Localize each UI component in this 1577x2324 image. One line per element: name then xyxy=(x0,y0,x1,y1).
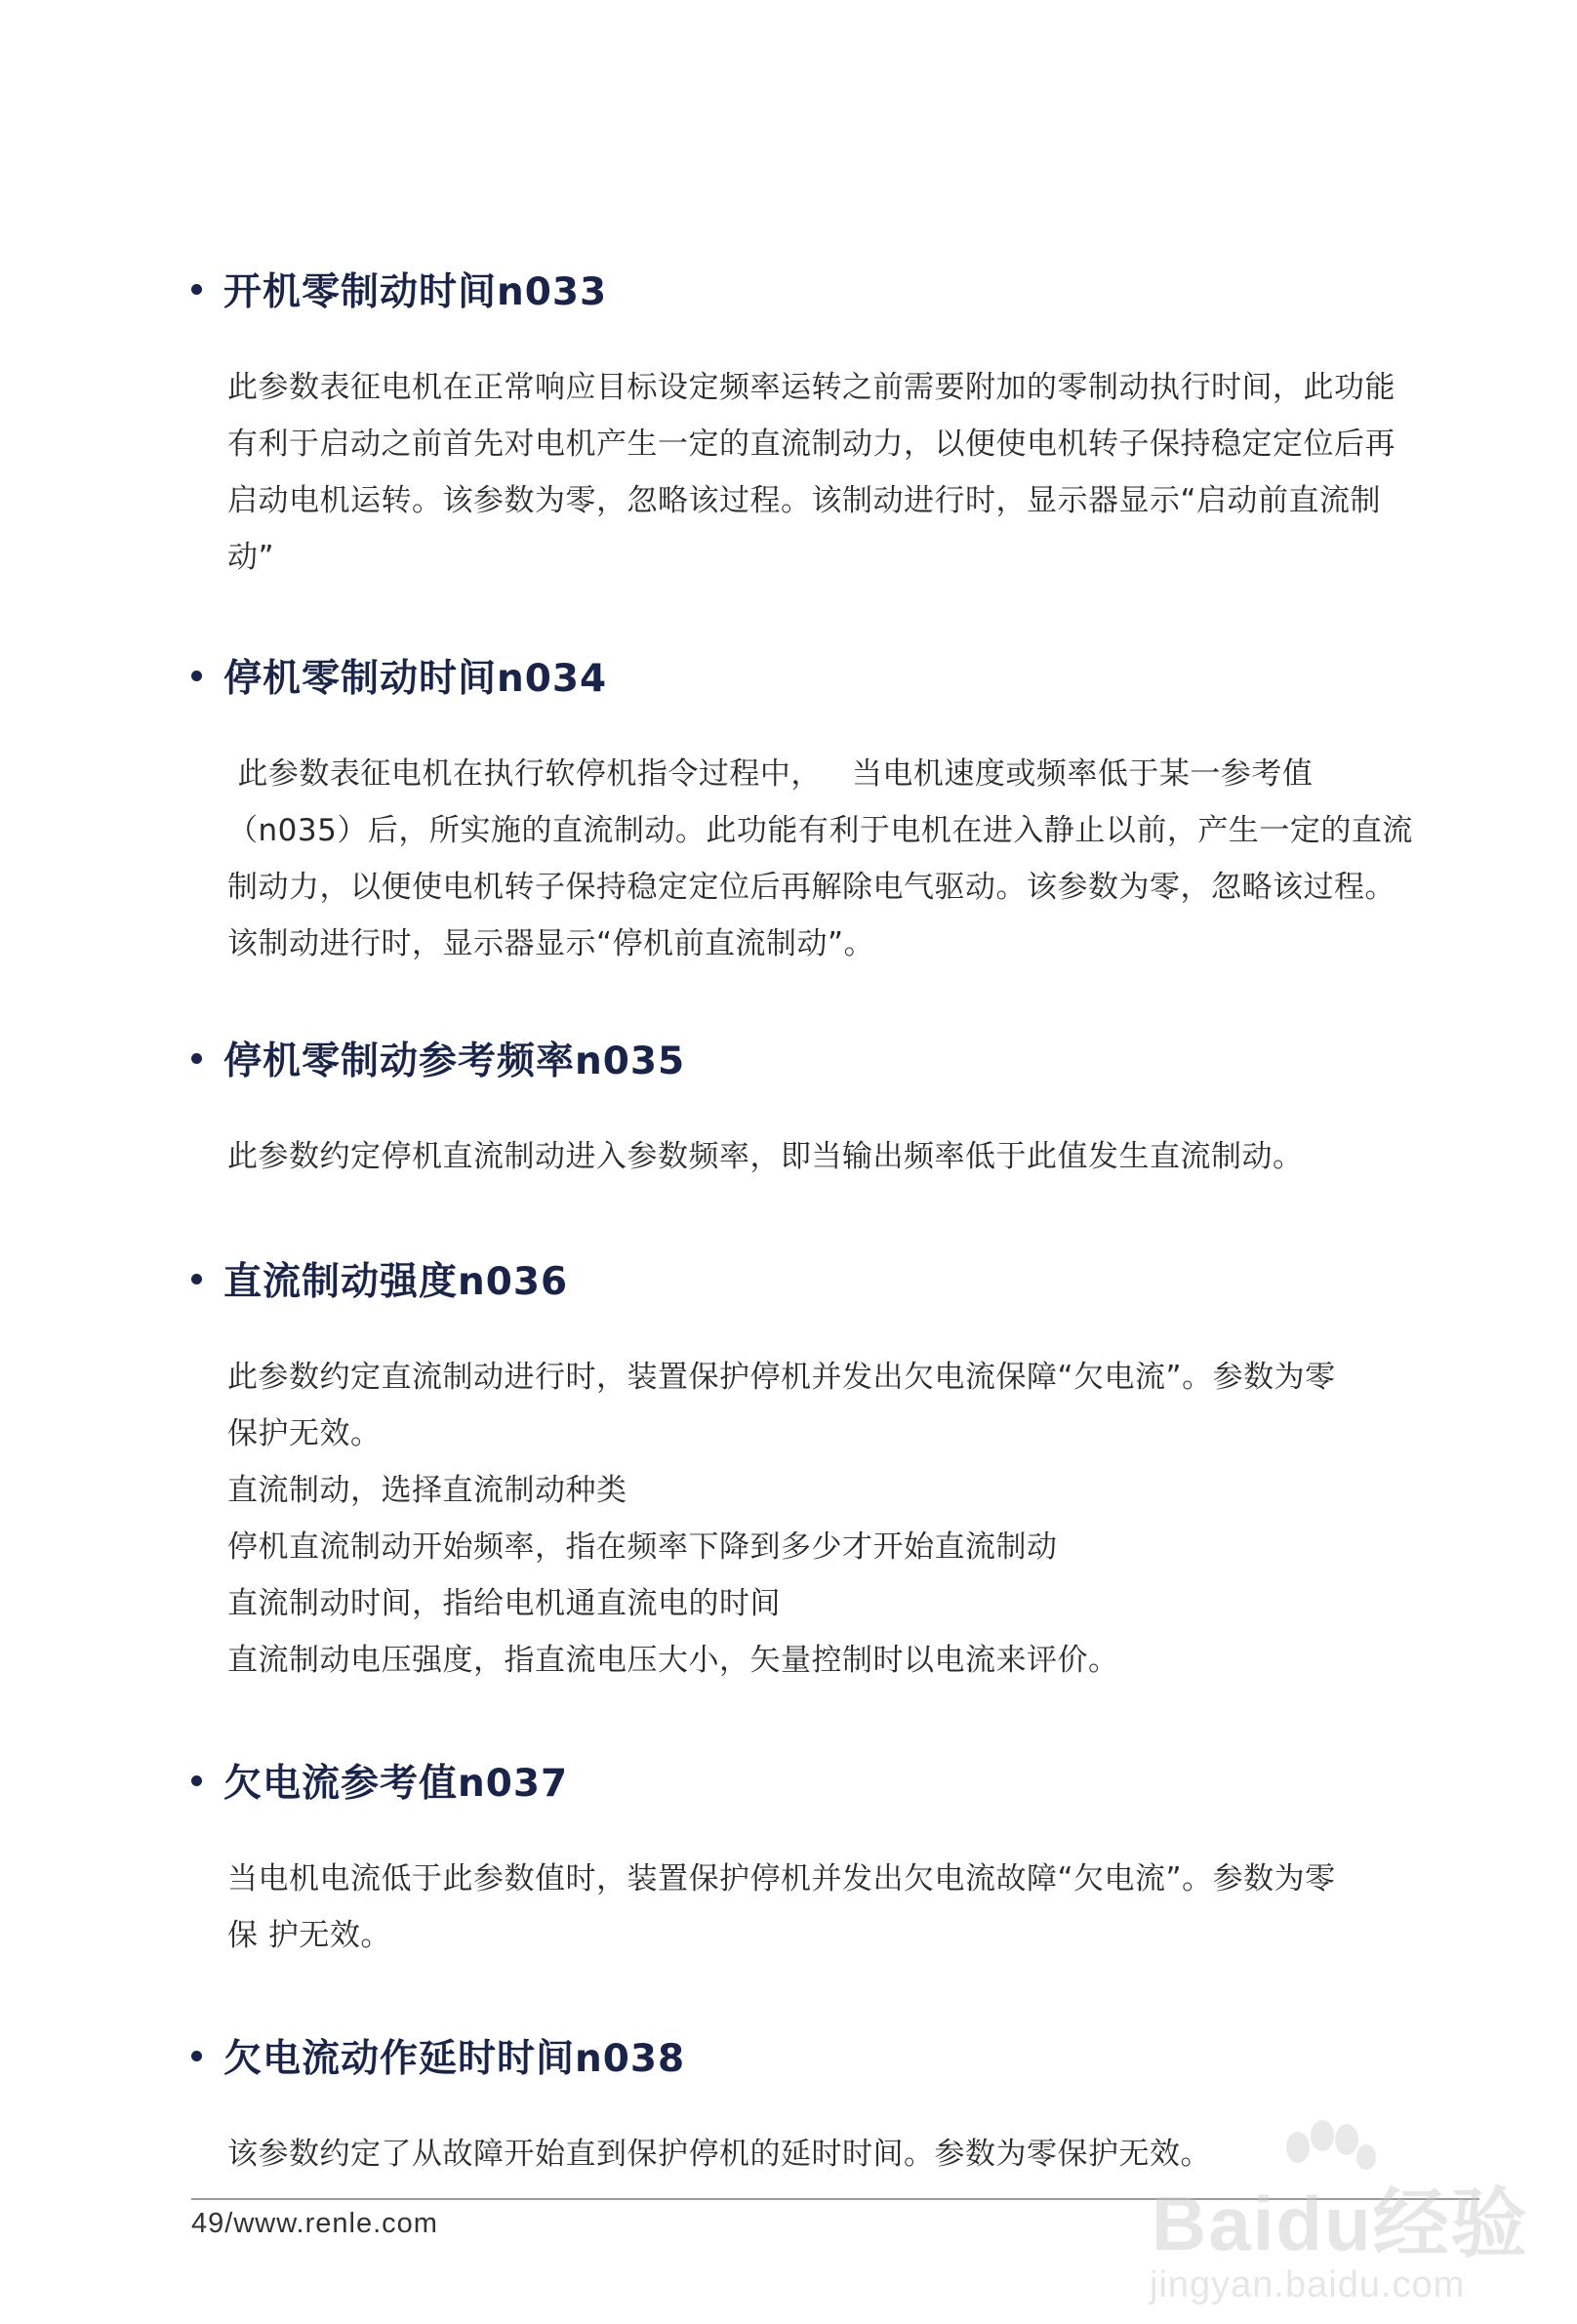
watermark-brand: Baidu经验 xyxy=(1152,2181,1529,2266)
body-line: 保护无效。 xyxy=(227,1416,382,1451)
section-heading-n037 xyxy=(191,1753,568,1808)
body-line: 直流制动，选择直流制动种类 xyxy=(227,1473,627,1508)
body-line: 启动电机运转。该参数为零，忽略该过程。该制动进行时，显示器显示“启动前直流制 xyxy=(227,483,1382,518)
heading-text: 直流制动强度n036 xyxy=(223,1260,569,1304)
heading-text: 停机零制动参考频率n035 xyxy=(223,1040,686,1083)
body-line: 此参数约定停机直流制动进入参数频率，即当输出频率低于此值发生直流制动。 xyxy=(227,1139,1304,1174)
section-body-n037 xyxy=(227,1851,1476,1964)
bullet-icon xyxy=(191,284,202,295)
body-line: 有利于启动之前首先对电机产生一定的直流制动力，以便使电机转子保持稳定定位后再 xyxy=(227,427,1395,462)
section-body-n034 xyxy=(227,746,1476,972)
watermark-url: jingyan.baidu.com xyxy=(1150,2264,1466,2305)
body-line: 该参数约定了从故障开始直到保护停机的延时时间。参数为零保护无效。 xyxy=(227,2137,1211,2172)
body-line: 直流制动时间，指给电机通直流电的时间 xyxy=(227,1586,781,1621)
body-line: 当电机电流低于此参数值时，装置保护停机并发出欠电流故障“欠电流”。参数为零 xyxy=(227,1861,1336,1896)
bullet-icon xyxy=(191,671,202,681)
footer-page-url: 49/www.renle.com xyxy=(191,2208,438,2239)
section-body-n035 xyxy=(227,1128,1476,1185)
section-heading-n033 xyxy=(191,262,607,316)
section-heading-n036 xyxy=(191,1251,568,1306)
bullet-icon xyxy=(191,1274,202,1284)
body-line: 停机直流制动开始频率，指在频率下降到多少才开始直流制动 xyxy=(227,1529,1058,1565)
section-heading-n038 xyxy=(191,2028,685,2083)
baidu-jingyan-watermark xyxy=(1132,2118,1529,2313)
section-heading-n035 xyxy=(191,1031,685,1085)
bullet-icon xyxy=(191,2051,202,2061)
section-body-n036 xyxy=(227,1349,1476,1689)
section-body-n033 xyxy=(227,359,1476,586)
body-line: 制动力，以便使电机转子保持稳定定位后再解除电气驱动。该参数为零，忽略该过程。 xyxy=(227,870,1395,905)
bullet-icon xyxy=(191,1775,202,1786)
body-line: 保 护无效。 xyxy=(227,1918,391,1953)
section-heading-n034 xyxy=(191,648,607,703)
body-line: 此参数表征电机在执行软停机指令过程中， 当电机速度或频率低于某一参考值 xyxy=(227,756,1314,792)
bullet-icon xyxy=(191,1053,202,1064)
heading-text: 欠电流参考值n037 xyxy=(223,1762,569,1806)
body-line: 直流制动电压强度，指直流电压大小，矢量控制时以电流来评价。 xyxy=(227,1643,1119,1678)
body-line: 此参数约定直流制动进行时，装置保护停机并发出欠电流保障“欠电流”。参数为零 xyxy=(227,1360,1336,1395)
heading-text: 欠电流动作延时时间n038 xyxy=(223,2037,686,2081)
heading-text: 开机零制动时间n033 xyxy=(223,270,608,314)
body-line: 该制动进行时，显示器显示“停机前直流制动”。 xyxy=(227,926,875,961)
body-line: 此参数表征电机在正常响应目标设定频率运转之前需要附加的零制动执行时间，此功能 xyxy=(227,370,1395,405)
body-line: 动” xyxy=(227,540,275,575)
heading-text: 停机零制动时间n034 xyxy=(223,657,608,701)
body-line: （n035）后，所实施的直流制动。此功能有利于电机在进入静止以前，产生一定的直流 xyxy=(227,813,1413,848)
